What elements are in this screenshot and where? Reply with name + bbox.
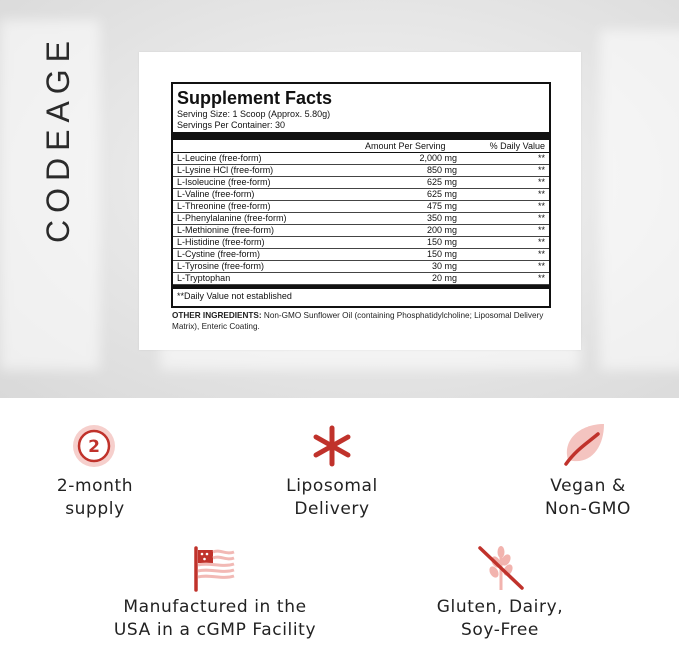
ingredient-dv: ** (537, 237, 545, 247)
ingredient-name: L-Isoleucine (free-form) (177, 177, 271, 187)
ingredient-dv: ** (537, 189, 545, 199)
facts-header-row (173, 140, 549, 153)
number-2-circle-icon (72, 424, 116, 468)
feature-liposomal-delivery (262, 475, 402, 521)
ingredient-name: L-Cystine (free-form) (177, 249, 261, 259)
ingredient-amount: 30 mg (431, 261, 457, 271)
ingredient-dv: ** (537, 201, 545, 211)
ingredient-name: L-Histidine (free-form) (177, 237, 265, 247)
facts-row (173, 153, 549, 165)
feature-line2: Soy-Free (461, 620, 539, 640)
ingredient-dv: ** (537, 165, 545, 175)
ingredient-name: L-Leucine (free-form) (177, 153, 262, 163)
facts-row (173, 273, 549, 285)
usa-flag-icon (192, 546, 240, 592)
dv-header: % Daily Value (489, 141, 545, 151)
serving-size: Serving Size: 1 Scoop (Approx. 5.80g) (177, 109, 331, 119)
ingredient-dv: ** (537, 261, 545, 271)
ingredient-dv: ** (537, 273, 545, 283)
feature-usa-cgmp (90, 596, 340, 642)
facts-row (173, 237, 549, 249)
ingredient-name: L-Tryptophan (177, 273, 231, 283)
feature-line1: Gluten, Dairy, (436, 597, 564, 617)
facts-row (173, 177, 549, 189)
other-ingredients (172, 310, 562, 332)
feature-line1: Manufactured in the (123, 597, 307, 617)
ingredient-name: L-Tyrosine (free-form) (177, 261, 265, 271)
servings-per-container: Servings Per Container: 30 (177, 119, 286, 130)
ingredient-amount: 150 mg (426, 249, 457, 259)
leaf-icon (558, 420, 608, 470)
ingredient-amount: 150 mg (426, 237, 457, 247)
ingredient-amount: 20 mg (431, 273, 457, 283)
divider-thick (173, 132, 549, 140)
facts-row (173, 249, 549, 261)
dv-footnote: **Daily Value not established (177, 291, 292, 301)
ingredient-dv: ** (537, 225, 545, 235)
ingredient-amount: 350 mg (426, 213, 457, 223)
facts-row (173, 225, 549, 237)
facts-row (173, 213, 549, 225)
feature-vegan-non-gmo (518, 475, 658, 521)
other-ingredients-text: Non-GMO Sunflower Oil (containing Phosphatidylcholine; Liposomal Delivery Matrix), Enteric Coating. (172, 311, 544, 331)
feature-line1: Liposomal (286, 476, 378, 496)
facts-row (173, 261, 549, 273)
feature-line2: USA in a cGMP Facility (113, 620, 317, 640)
ingredient-name: L-Phenylalanine (free-form) (177, 213, 287, 223)
feature-line2: Delivery (294, 499, 370, 519)
feature-line1: 2-month (56, 476, 134, 496)
ingredient-amount: 850 mg (426, 165, 457, 175)
feature-2-month-supply (25, 475, 165, 521)
ingredient-dv: ** (537, 249, 545, 259)
ingredient-amount: 2,000 mg (419, 153, 457, 163)
feature-line2: supply (65, 499, 125, 519)
divider-medium (173, 285, 549, 289)
ingredient-amount: 625 mg (426, 189, 457, 199)
number-2-text: 2 (88, 437, 100, 457)
feature-gluten-dairy-soy-free (420, 596, 580, 642)
ingredient-dv: ** (537, 213, 545, 223)
facts-rows (177, 153, 545, 285)
no-wheat-icon (476, 544, 526, 592)
ingredient-amount: 475 mg (426, 201, 457, 211)
ingredient-dv: ** (537, 177, 545, 187)
ingredient-name: L-Methionine (free-form) (177, 225, 275, 235)
brand-logo: CODEAGE (40, 33, 76, 243)
feature-line1: Vegan & (550, 476, 626, 496)
supplement-facts-panel (171, 82, 551, 308)
feature-line2: Non-GMO (544, 499, 632, 519)
facts-title: Supplement Facts (177, 88, 333, 108)
facts-row (173, 189, 549, 201)
facts-row (173, 165, 549, 177)
ingredient-dv: ** (537, 153, 545, 163)
other-ingredients-label: OTHER INGREDIENTS: (172, 311, 262, 320)
ingredient-amount: 625 mg (426, 177, 457, 187)
ingredient-name: L-Threonine (free-form) (177, 201, 271, 211)
amount-header: Amount Per Serving (365, 141, 446, 151)
ingredient-name: L-Valine (free-form) (177, 189, 255, 199)
facts-row (173, 201, 549, 213)
ingredient-amount: 200 mg (426, 225, 457, 235)
asterisk-icon (310, 424, 354, 468)
ingredient-name: L-Lysine HCl (free-form) (177, 165, 274, 175)
